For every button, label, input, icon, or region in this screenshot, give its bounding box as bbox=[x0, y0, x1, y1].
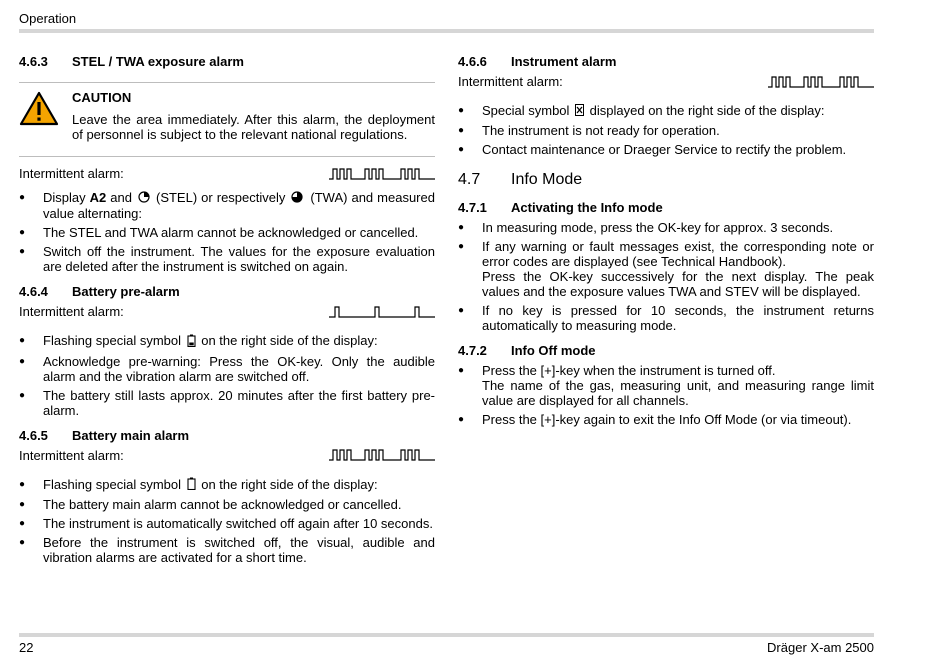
battery-icon bbox=[187, 334, 196, 350]
heading-4-6-4: 4.6.4 Battery pre-alarm bbox=[19, 284, 180, 300]
list-item: ● Contact maintenance or Draeger Service to rectify the problem. bbox=[458, 142, 874, 157]
list-4-6-3 bbox=[19, 190, 435, 274]
alarm-pulse-pattern-icon bbox=[329, 449, 435, 461]
battery-icon bbox=[187, 477, 196, 493]
list-item: ● The STEL and TWA alarm cannot be acknowledged or cancelled. bbox=[19, 225, 435, 240]
list-item: ● Before the instrument is switched off, the visual, audible and vibration alarms are activated for a short time. bbox=[19, 535, 435, 565]
list-item: ● Switch off the instrument. The values for the exposure evaluation are deleted after the instrument is switched on again. bbox=[19, 244, 435, 274]
alarm-pulse-pattern-icon bbox=[329, 306, 435, 318]
list-item: ● Flashing special symbol on the right side of the display: bbox=[19, 333, 435, 350]
page-header: Operation bbox=[19, 11, 77, 26]
list-item: ● Acknowledge pre-warning: Press the OK-key. Only the audible alarm and the vibration alarm are switched off. bbox=[19, 354, 435, 384]
warning-triangle-icon bbox=[19, 90, 72, 142]
page-number: 22 bbox=[19, 640, 34, 655]
heading-4-6-3: 4.6.3 STEL / TWA exposure alarm bbox=[19, 54, 244, 69]
stel-clock-icon bbox=[138, 191, 150, 206]
left-column bbox=[19, 54, 435, 569]
alarm-row: Intermittent alarm: bbox=[19, 448, 435, 463]
list-4-7-1 bbox=[458, 220, 874, 333]
list-item: ● The battery still lasts approx. 20 minutes after the first battery pre-alarm. bbox=[19, 388, 435, 418]
separator bbox=[19, 82, 435, 83]
list-item: ● Special symbol displayed on the right side of the display: bbox=[458, 103, 874, 119]
heading-4-6-6: 4.6.6 Instrument alarm bbox=[458, 54, 617, 69]
list-4-6-4 bbox=[19, 333, 435, 418]
heading-4-6-5: 4.6.5 Battery main alarm bbox=[19, 427, 190, 443]
right-column bbox=[458, 54, 874, 431]
list-item: ● Flashing special symbol on the right side of the display: bbox=[19, 477, 435, 494]
list-item: ● If any warning or fault messages exist, the corresponding note or error codes are displayed (see Technical Handbook). Press the OK-key successively for the next display. The peak values and the exposure values TWA and STEV will be displayed. bbox=[458, 239, 874, 299]
alarm-pulse-pattern-icon bbox=[329, 168, 435, 180]
list-item: ● The instrument is automatically switched off again after 10 seconds. bbox=[19, 516, 435, 531]
instrument-fault-icon bbox=[575, 104, 584, 119]
list-item: ● In measuring mode, press the OK-key for approx. 3 seconds. bbox=[458, 220, 874, 235]
product-name: Dräger X-am 2500 bbox=[767, 640, 874, 655]
alarm-row: Intermittent alarm: bbox=[19, 304, 435, 319]
caution-title: CAUTION bbox=[72, 90, 132, 105]
alarm-pulse-pattern-icon bbox=[768, 76, 874, 88]
list-item: ● The battery main alarm cannot be acknowledged or cancelled. bbox=[19, 497, 435, 512]
heading-4-7: 4.7 Info Mode bbox=[458, 171, 583, 189]
caution-text: Leave the area immediately. After this alarm, the deployment of personnel is subject to the relevant national regulations. bbox=[72, 112, 435, 142]
header-rule bbox=[19, 29, 874, 33]
list-item: ● Display A2 and (STEL) or respectively (TWA) and measured value alternating: bbox=[19, 190, 435, 221]
list-4-6-6 bbox=[458, 103, 874, 157]
footer-rule bbox=[19, 633, 874, 637]
list-item: ● The instrument is not ready for operation. bbox=[458, 123, 874, 138]
caution-box bbox=[19, 90, 435, 142]
list-item: ● Press the [+]-key again to exit the Info Off Mode (or via timeout). bbox=[458, 412, 874, 427]
separator bbox=[19, 156, 435, 157]
list-item: ● If no key is pressed for 10 seconds, the instrument returns automatically to measuring mode. bbox=[458, 303, 874, 333]
heading-4-7-2: 4.7.2 Info Off mode bbox=[458, 343, 596, 359]
list-4-7-2 bbox=[458, 363, 874, 427]
alarm-row: Intermittent alarm: bbox=[458, 74, 874, 89]
list-item: ● Press the [+]-key when the instrument is turned off. The name of the gas, measuring unit, and measuring range limit value are displayed for all channels. bbox=[458, 363, 874, 408]
heading-4-7-1: 4.7.1 Activating the Info mode bbox=[458, 200, 663, 216]
list-4-6-5 bbox=[19, 477, 435, 566]
twa-clock-icon bbox=[291, 191, 304, 206]
alarm-row: Intermittent alarm: bbox=[19, 166, 435, 181]
